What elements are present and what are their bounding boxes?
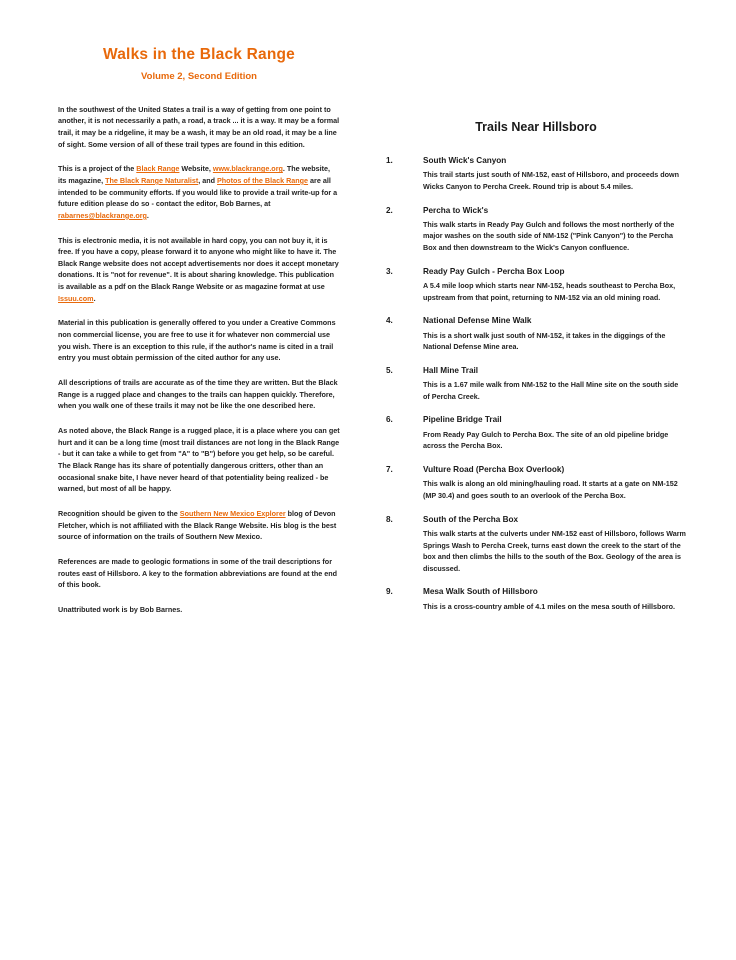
trail-description: This is a cross-country amble of 4.1 miles on the mesa south of Hillsboro. xyxy=(423,601,676,611)
trail-name: South of the Percha Box xyxy=(423,514,519,524)
trail-description: This walk starts in Ready Pay Gulch and follows the most northerly of the major washes on the south side of NM-152 ("Pink Canyon") to the Percha Box and then downstream to the Wick's Canyon confluence. xyxy=(423,219,675,253)
intro-paragraph: In the southwest of the United States a trail is a way of getting from one point to another, it is not necessarily a path, a road, a track ... it is a way. It may be a formal trail, it may be a ridgeline, it may be a wash, it may be an old road, it may be a line of sight. Some version of all of these trail types are found in this edition. xyxy=(58,104,340,149)
trail-name: National Defense Mine Walk xyxy=(423,316,532,326)
intro-paragraph: As noted above, the Black Range is a rugged place, it is a place where you can get hurt and it can be a long time (most trail distances are not long in the Black Range - but it can take a while to get from "A" to "B") before you get help, so be careful. The Black Range has its share of potentially dangerous critters, other than an occasional snake bite, I have never heard of that potentiality being realized - be warned, but most of all be happy. xyxy=(58,426,340,494)
trail-entry xyxy=(386,156,686,193)
trail-description: This is a 1.67 mile walk from NM-152 to the Hall Mine site on the south side of Percha Creek. xyxy=(423,380,679,401)
trails-heading: Trails Near Hillsboro xyxy=(475,120,597,134)
trail-entry xyxy=(386,415,686,452)
trail-name: South Wick's Canyon xyxy=(423,156,507,165)
intro-paragraph: Unattributed work is by Bob Barnes. xyxy=(58,604,183,614)
intro-paragraph: This is a project of the Black Range Website, www.blackrange.org. The website, its magazine, The Black Range Naturalist, and Photos of the Black Range are all intended to be community efforts. If you would like to provide a trail write-up for a future edition please do so - contact the editor, Bob Barnes, at rabarnes@blackrange.org. xyxy=(58,164,338,220)
trail-number: 3. xyxy=(386,266,393,276)
trail-name: Mesa Walk South of Hillsboro xyxy=(423,587,538,597)
trail-entry xyxy=(386,465,686,502)
black-range-naturalist-link[interactable]: The Black Range Naturalist xyxy=(105,175,199,185)
trail-number: 8. xyxy=(386,514,393,524)
trail-number: 1. xyxy=(386,156,393,165)
issuu-link[interactable]: Issuu.com xyxy=(58,293,94,303)
trail-entry xyxy=(386,587,686,612)
intro-paragraph: All descriptions of trails are accurate as of the time they are written. But the Black Range is a rugged place and changes to the trails can happen quickly. Therefore, when you walk one of these trails it may not be like the one described here. xyxy=(58,378,338,411)
trail-description: This walk is along an old mining/hauling road. It starts at a gate on NM-152 (MP 30.4) and goes south to an overlook of the Percha Box. xyxy=(423,479,678,500)
black-range-link[interactable]: Black Range xyxy=(136,164,180,174)
trail-description: This walk starts at the culverts under NM-152 east of Hillsboro, follows Warm Springs Wash to Percha Creek, turns east down the creek to the start of the box and then climbs the hills to the south of the Box. Geology of the area is discussed. xyxy=(423,528,686,573)
trails-column xyxy=(386,120,686,625)
intro-column xyxy=(58,46,340,616)
trail-number: 6. xyxy=(386,415,393,425)
trail-name: Ready Pay Gulch - Percha Box Loop xyxy=(423,266,565,276)
intro-paragraph: Material in this publication is generally offered to you under a Creative Commons non commercial license, you are free to use it for whatever non commercial use you wish. There is an exception to this rule, if the author's name is cited in a trail entry you must obtain permission of the cited author for any use. xyxy=(58,318,336,363)
editor-email-link[interactable]: rabarnes@blackrange.org xyxy=(58,210,147,220)
trail-number: 7. xyxy=(386,465,393,475)
trail-entry xyxy=(386,206,686,254)
intro-paragraph: References are made to geologic formations in some of the trail descriptions for routes east of Hillsboro. A key to the formation abbreviations are found at the end of this book. xyxy=(58,556,338,590)
southern-new-mexico-explorer-link[interactable]: Southern New Mexico Explorer xyxy=(179,508,286,518)
intro-paragraph: Recognition should be given to the Southern New Mexico Explorer blog of Devon Fletcher, which is not affiliated with the Black Range Website. His blog is the best source of information on the trails of Southern New Mexico. xyxy=(58,508,337,542)
intro-paragraph: This is electronic media, it is not available in hard copy, you can not buy it, it is free. If you have a copy, please forward it to anyone who might like to have it. The Black Range website does not accept advertisements nor does it accept monetary donations. It is "not for revenue". It is about sharing knowledge. This publication is available as a pdf on the Black Range Website or as magazine format at use Issuu.com. xyxy=(58,235,339,303)
trail-name: Percha to Wick's xyxy=(423,205,489,215)
photos-of-the-black-range-link[interactable]: Photos of the Black Range xyxy=(217,175,309,185)
trail-name: Pipeline Bridge Trail xyxy=(423,415,502,425)
trail-entry xyxy=(386,267,686,304)
trail-entry xyxy=(386,316,686,353)
trail-description: This trail starts just south of NM-152, east of Hillsboro, and proceeds down Wicks Canyon to Percha Creek. Round trip is about 5.4 miles. xyxy=(423,170,679,191)
trail-number: 5. xyxy=(386,365,393,375)
trail-description: A 5.4 mile loop which starts near NM-152, heads southeast to Percha Box, upstream from that point, returning to NM-152 via an old mining road. xyxy=(423,281,676,302)
trail-name: Hall Mine Trail xyxy=(423,365,479,375)
trail-name: Vulture Road (Percha Box Overlook) xyxy=(423,465,565,475)
trail-description: From Ready Pay Gulch to Percha Box. The site of an old pipeline bridge across the Percha Box. xyxy=(423,429,669,451)
trail-number: 4. xyxy=(386,316,393,326)
trail-description: This is a short walk just south of NM-152, it takes in the diggings of the National Defense Mine area. xyxy=(423,330,666,352)
trail-entry xyxy=(386,515,686,575)
blackrange-url-link[interactable]: www.blackrange.org xyxy=(212,164,283,174)
trail-number: 2. xyxy=(386,205,393,215)
page-title: Walks in the Black Range xyxy=(102,46,295,63)
trail-entry xyxy=(386,366,686,403)
page-subtitle: Volume 2, Second Edition xyxy=(141,70,257,82)
trail-number: 9. xyxy=(386,587,393,597)
